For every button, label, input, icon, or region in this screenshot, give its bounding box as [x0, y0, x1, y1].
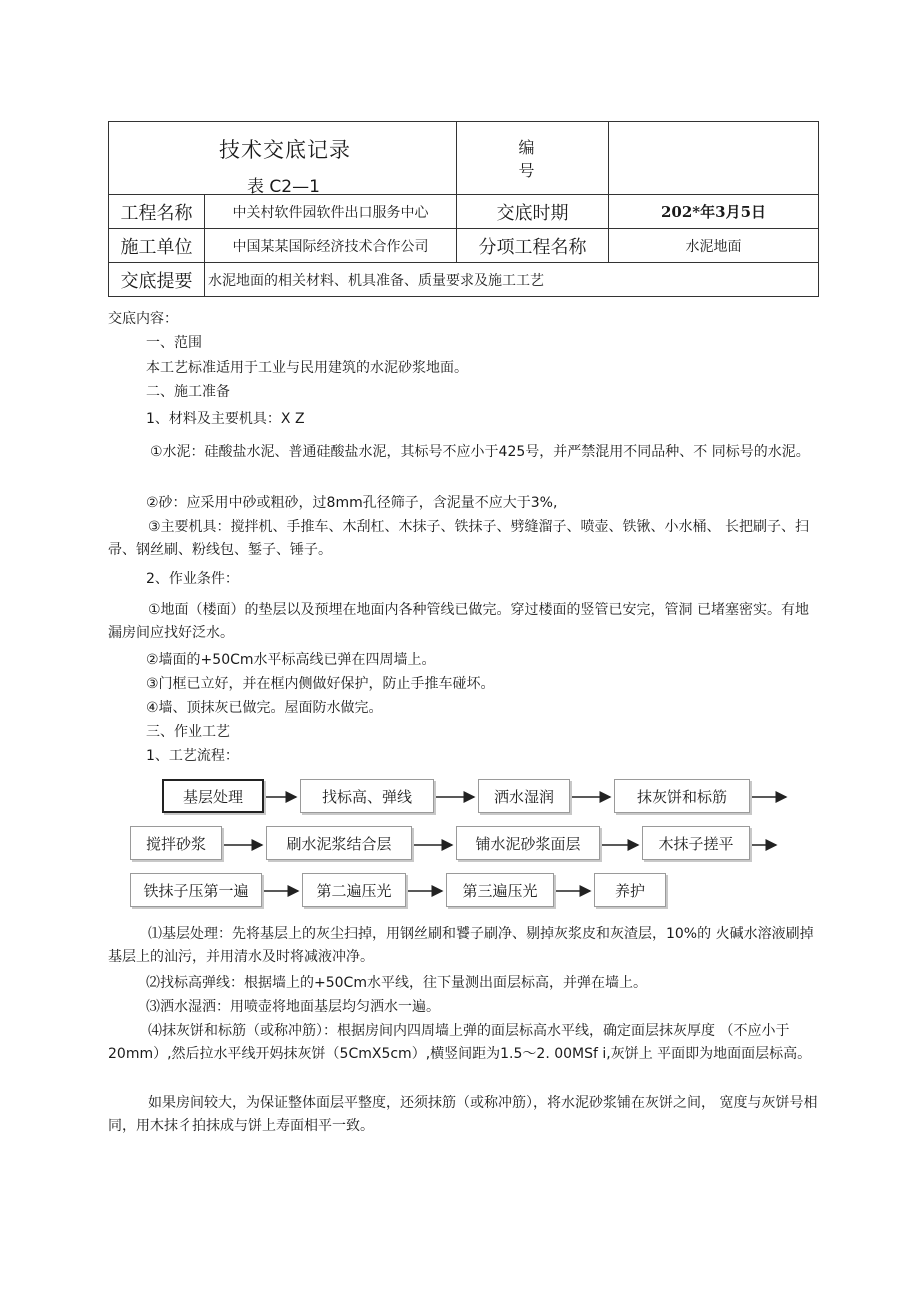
flow-step-trowel-3: 第三遍压光 — [446, 873, 554, 907]
section-1-text: 本工艺标准适用于工业与民用建筑的水泥砂浆地面。 — [146, 360, 468, 376]
code-label: 编号 — [457, 122, 609, 195]
flow-step-bond-coat: 刷水泥浆结合层 — [266, 826, 412, 860]
construction-unit-value: 中国某某国际经济技术合作公司 — [205, 229, 457, 263]
section-2-title: 二、施工准备 — [146, 384, 230, 400]
step-1-base-treatment: ⑴基层处理：先将基层上的灰尘扫掉，用钢丝刷和饕子刷净、剔掉灰浆皮和灰渣层，10%的 火碱水溶液刷掉基层上的汕污，并用清水及时将减液冲净。 — [108, 926, 814, 965]
project-name-value: 中关村软件园软件出口服务中心 — [205, 195, 457, 229]
sub-project-value: 水泥地面 — [609, 229, 819, 263]
form-number: 表 C2—1 — [247, 177, 320, 197]
section-2-2: 2、作业条件： — [146, 571, 239, 587]
summary-label: 交底提要 — [109, 263, 205, 297]
step-2-level-line: ⑵找标高弹线：根据墙上的+50Cm水平线，往下量测出面层标高，并弹在墙上。 — [146, 975, 647, 991]
construction-unit-label: 施工单位 — [109, 229, 205, 263]
flow-step-trowel-1: 铁抹子压第一遍 — [130, 873, 262, 907]
step-3-wetting: ⑶洒水湿洒：用喷壶将地面基层均匀洒水一遍。 — [146, 999, 440, 1015]
section-3-title: 三、作业工艺 — [146, 724, 230, 740]
section-2-1: 1、材料及主要机具：X Z — [146, 411, 305, 427]
material-sand: ②砂：应采用中砂或粗砂，过8mm孔径筛子，含泥量不应大于3%, — [146, 495, 558, 511]
flow-step-plaster-cakes: 抹灰饼和标筋 — [614, 779, 750, 813]
sub-project-label: 分项工程名称 — [457, 229, 609, 263]
material-cement: ①水泥：硅酸盐水泥、普通硅酸盐水泥，其标号不应小于425号，并严禁混用不同品种、不 同标号的水泥。 — [150, 444, 810, 460]
condition-b: ②墙面的+50Cm水平标高线已弹在四周墙上。 — [146, 652, 436, 668]
project-name-label: 工程名称 — [109, 195, 205, 229]
condition-c: ③门框已立好，并在框内侧做好保护，防止手推车碰坏。 — [146, 676, 495, 692]
flow-step-wetting: 洒水湿润 — [478, 779, 570, 813]
document-title: 技术交底记录 — [219, 138, 351, 162]
summary-value: 水泥地面的相关材料、机具准备、质量要求及施工工艺 — [205, 263, 819, 297]
flow-step-base: 基层处理 — [162, 779, 264, 813]
date-label: 交底时期 — [457, 195, 609, 229]
flow-step-wood-float: 木抹子搓平 — [642, 826, 750, 860]
condition-d: ④墙、顶抹灰已做完。屋面防水做完。 — [146, 700, 383, 716]
section-3-1: 1、工艺流程： — [146, 748, 239, 764]
step-4-plaster-cakes: ⑷抹灰饼和标筋（或称冲筋）：根据房间内四周墙上弹的面层标高水平线，确定面层抹灰厚度 （不应小于20mm）,然后拉水平线开妈抹灰饼（5CmX5cm）,横竖间距为1.5～2. 00MSf i,灰饼上 平面即为地面面层标高。 — [108, 1023, 812, 1062]
flow-step-trowel-2: 第二遍压光 — [302, 873, 406, 907]
condition-a: ①地面（楼面）的垫层以及预埋在地面内各种管线已做完。穿过楼面的竖管已安完，管洞 已堵塞密实。有地漏房间应找好泛水。 — [108, 602, 809, 641]
large-room-note: 如果房间较大，为保证整体面层平整度，还须抹筋（或称冲筋），将水泥砂浆铺在灰饼之间， 宽度与灰饼号相同，用木抹彳拍抹成与饼上寿面相平一致。 — [108, 1095, 818, 1134]
material-tools: ③主要机具：搅拌机、手推车、木刮杠、木抹子、铁抹子、劈缝溜子、喷壶、铁锹、小水桶、 长把刷子、扫帚、钢丝刷、粉线包、錾子、锤子。 — [108, 519, 809, 558]
date-value: 202*年3月5日 — [609, 195, 819, 229]
section-1-title: 一、范围 — [146, 335, 202, 351]
flow-step-curing: 养护 — [594, 873, 666, 907]
flow-step-level-line: 找标高、弹线 — [300, 779, 434, 813]
flow-step-lay-mortar: 铺水泥砂浆面层 — [456, 826, 600, 860]
flow-step-mix-mortar: 搅拌砂浆 — [130, 826, 222, 860]
content-intro: 交底内容： — [108, 311, 178, 327]
